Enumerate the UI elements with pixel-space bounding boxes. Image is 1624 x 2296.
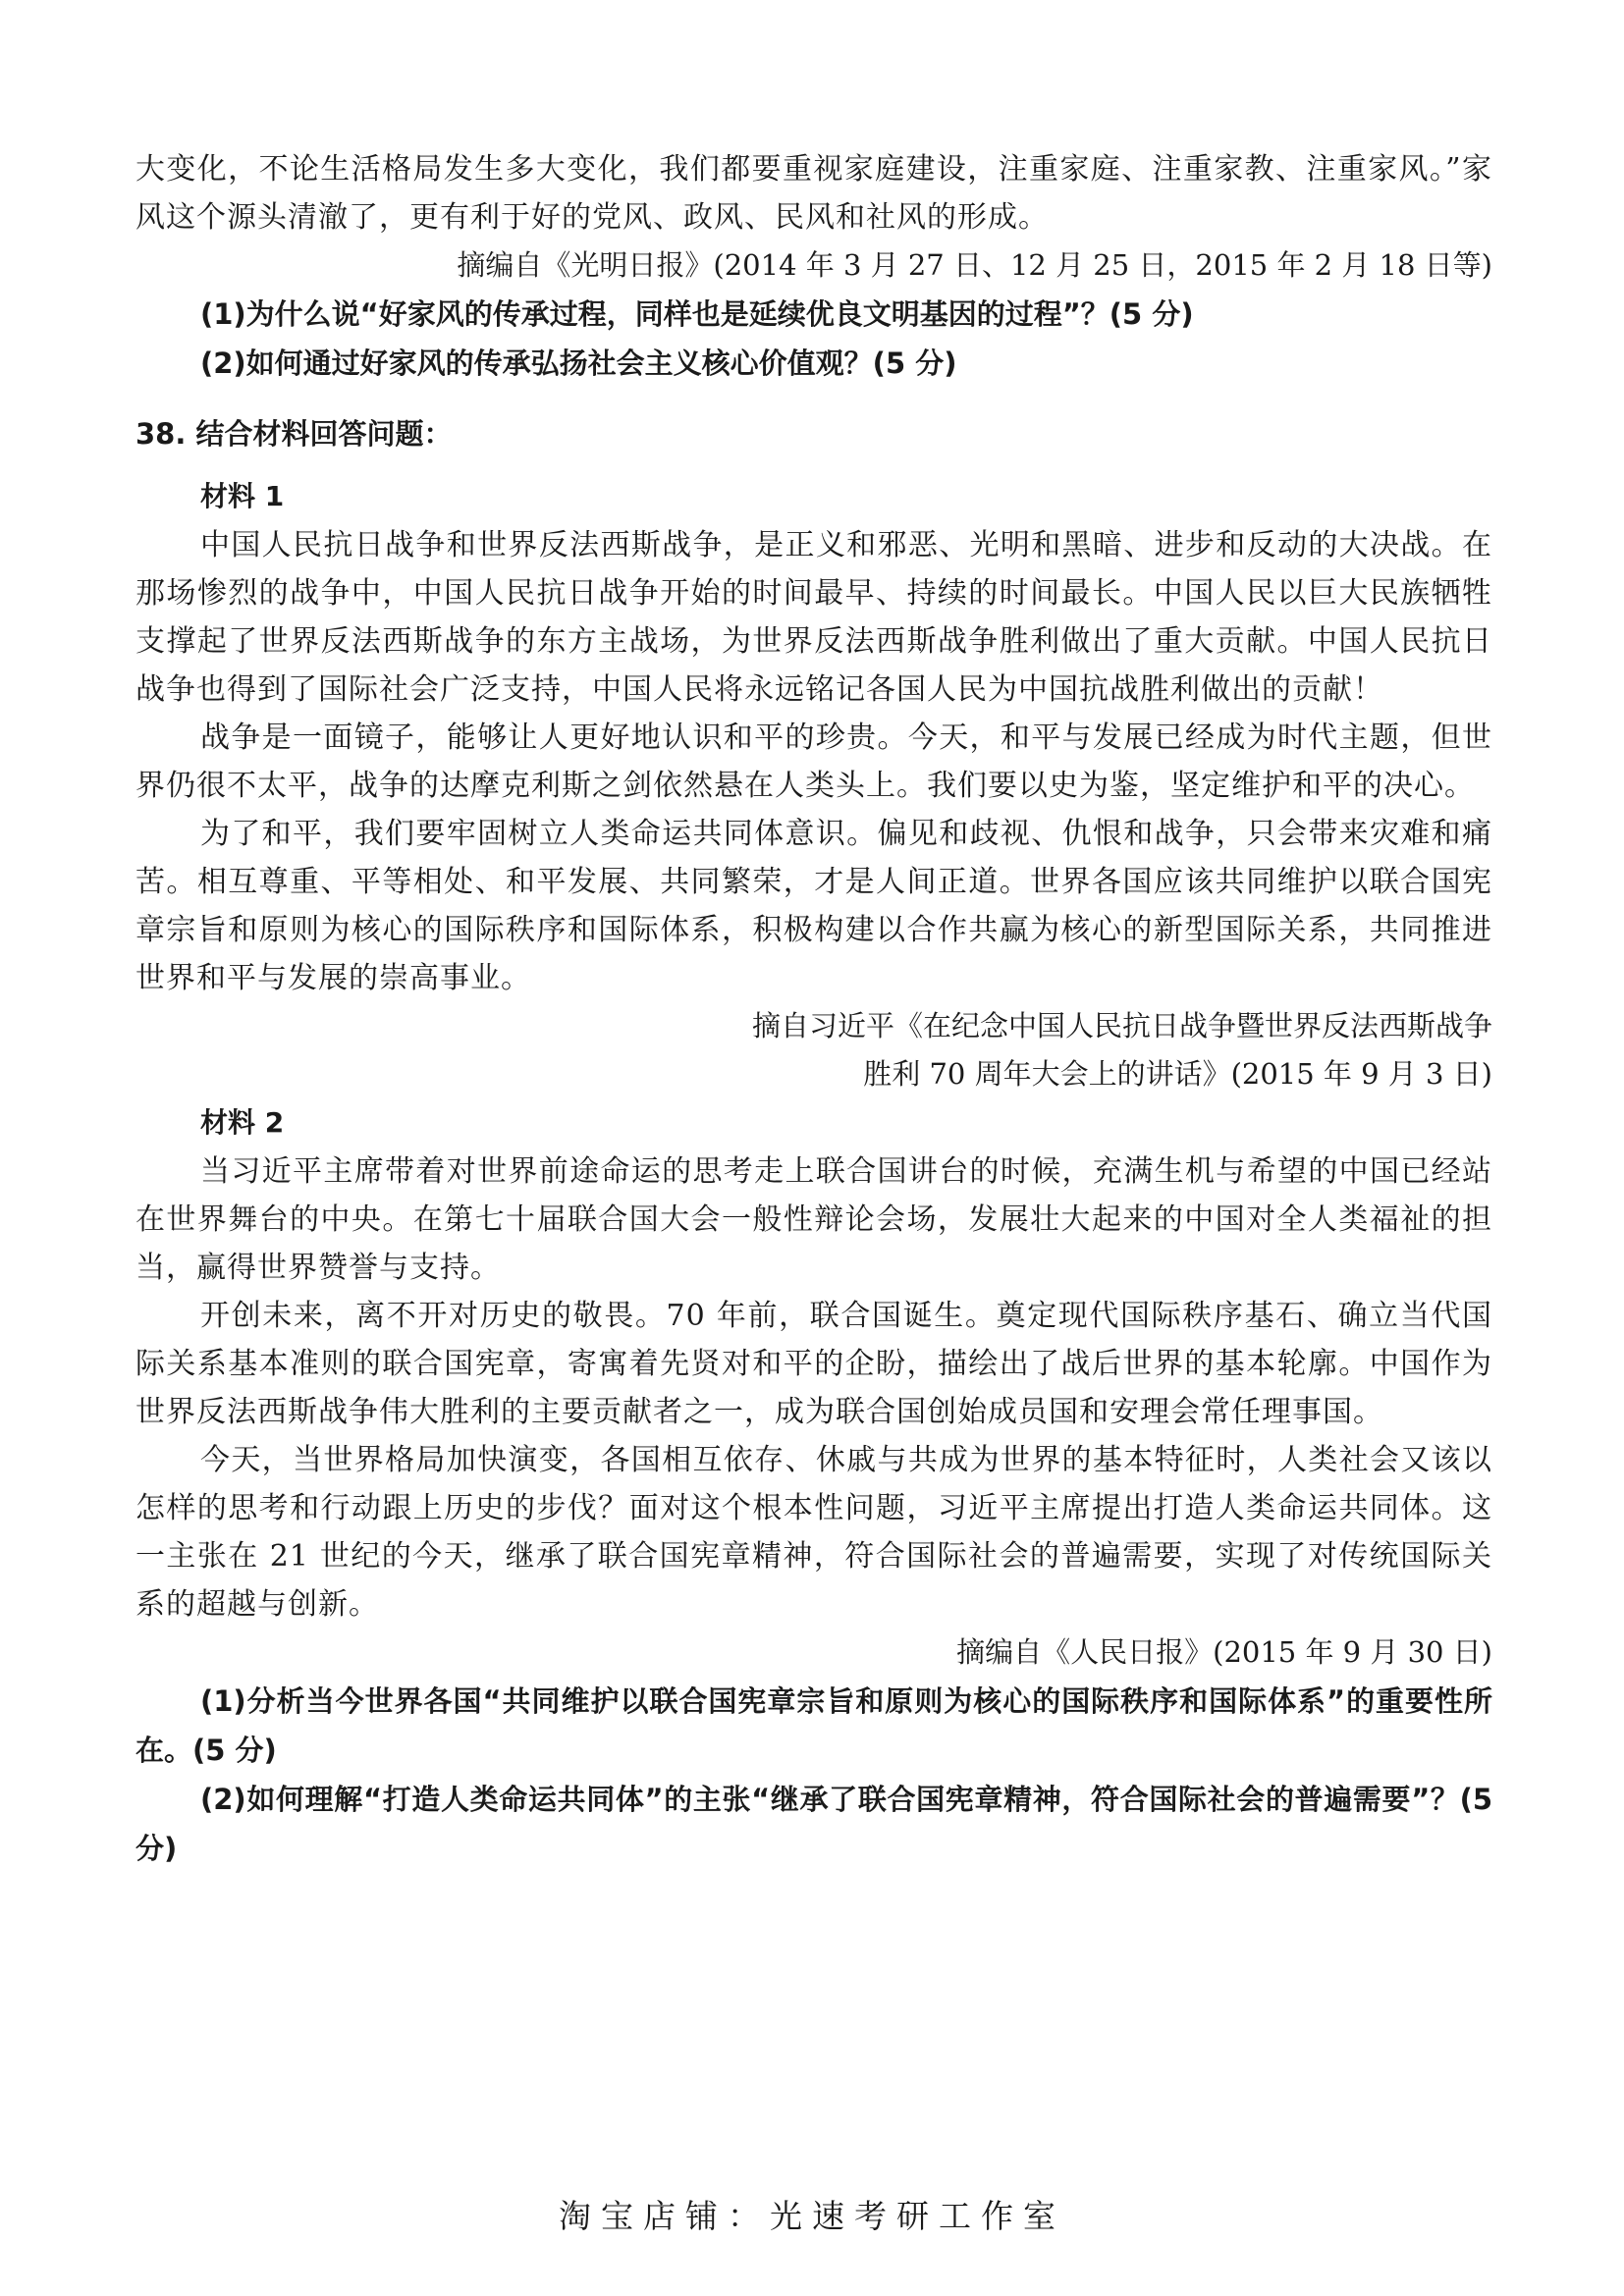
material-1-paragraph-3: 为了和平，我们要牢固树立人类命运共同体意识。偏见和歧视、仇恨和战争，只会带来灾难和痛苦。相互尊重、平等相处、和平发展、共同繁荣，才是人间正道。世界各国应该共同维护以联合国宪章宗旨和原则为核心的国际秩序和国际体系，积极构建以合作共赢为核心的新型国际关系，共同推进世界和平与发展的崇高事业。 xyxy=(135,817,1492,995)
material-1-paragraph-1: 中国人民抗日战争和世界反法西斯战争，是正义和邪恶、光明和黑暗、进步和反动的大决战。在那场惨烈的战争中，中国人民抗日战争开始的时间最早、持续的时间最长。中国人民以巨大民族牺牲支撑起了世界反法西斯战争的东方主战场，为世界反法西斯战争胜利做出了重大贡献。中国人民抗日战争也得到了国际社会广泛支持，中国人民将永远铭记各国人民为中国抗战胜利做出的贡献！ xyxy=(135,528,1492,707)
material-1-source-line-1: 摘自习近平《在纪念中国人民抗日战争暨世界反法西斯战争 xyxy=(751,1009,1492,1042)
page-content xyxy=(135,145,1492,1873)
material-1-source-line-2: 胜利 70 周年大会上的讲话》(2015 年 9 月 3 日) xyxy=(863,1057,1492,1091)
material-2-paragraph-1: 当习近平主席带着对世界前途命运的思考走上联合国讲台的时候，充满生机与希望的中国已经站在世界舞台的中央。在第七十届联合国大会一般性辩论会场，发展壮大起来的中国对全人类福祉的担当，赢得世界赞誉与支持。 xyxy=(135,1154,1492,1285)
question-37-1: (1)为什么说“好家风的传承过程，同样也是延续优良文明基因的过程”？(5 分) xyxy=(200,297,1194,331)
question-37-2: (2)如何通过好家风的传承弘扬社会主义核心价值观？(5 分) xyxy=(200,347,957,380)
material-2-paragraph-3: 今天，当世界格局加快演变，各国相互依存、休戚与共成为世界的基本特征时，人类社会又该以怎样的思考和行动跟上历史的步伐？面对这个根本性问题，习近平主席提出打造人类命运共同体。这一主张在 21 世纪的今天，继承了联合国宪章精神，符合国际社会的普遍需要，实现了对传统国际关系的超越与创新。 xyxy=(135,1443,1492,1622)
material-2-label: 材料 2 xyxy=(200,1106,285,1139)
paragraph-continued: 大变化，不论生活格局发生多大变化，我们都要重视家庭建设，注重家庭、注重家教、注重家风。”家风这个源头清澈了，更有利于好的党风、政风、民风和社风的形成。 xyxy=(135,152,1492,235)
material-2-source: 摘编自《人民日报》(2015 年 9 月 30 日) xyxy=(956,1635,1492,1669)
footer-shop-label: 淘宝店铺：光速考研工作室 xyxy=(559,2197,1065,2235)
material-1-paragraph-2: 战争是一面镜子，能够让人更好地认识和平的珍贵。今天，和平与发展已经成为时代主题，但世界仍很不太平，战争的达摩克利斯之剑依然悬在人类头上。我们要以史为鉴，坚定维护和平的决心。 xyxy=(135,721,1492,803)
question-38-title: 38. 结合材料回答问题： xyxy=(135,417,453,451)
source-citation: 摘编自《光明日报》(2014 年 3 月 27 日、12 月 25 日，2015 年 2 月 18 日等) xyxy=(457,248,1492,282)
material-1-label: 材料 1 xyxy=(200,480,285,512)
question-38-2: (2)如何理解“打造人类命运共同体”的主张“继承了联合国宪章精神，符合国际社会的普遍需要”？(5 分) xyxy=(135,1783,1492,1865)
material-2-paragraph-2: 开创未来，离不开对历史的敬畏。70 年前，联合国诞生。奠定现代国际秩序基石、确立当代国际关系基本准则的联合国宪章，寄寓着先贤对和平的企盼，描绘出了战后世界的基本轮廓。中国作为世界反法西斯战争伟大胜利的主要贡献者之一，成为联合国创始成员国和安理会常任理事国。 xyxy=(135,1299,1492,1429)
question-38-1: (1)分析当今世界各国“共同维护以联合国宪章宗旨和原则为核心的国际秩序和国际体系”的重要性所在。(5 分) xyxy=(135,1684,1492,1767)
